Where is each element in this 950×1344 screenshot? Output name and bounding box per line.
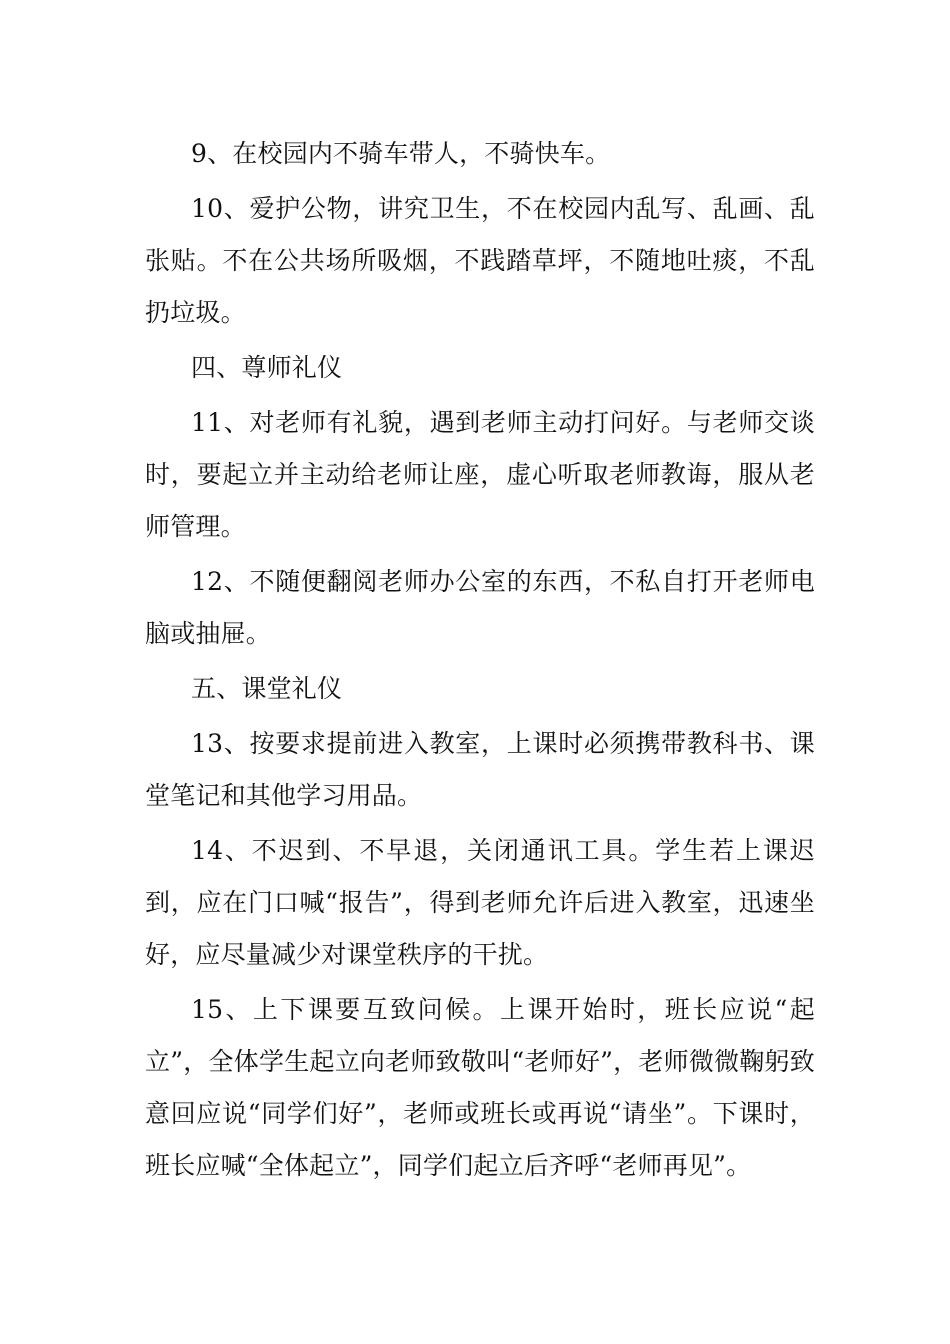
paragraph-rule-10: 10、爱护公物，讲究卫生，不在校园内乱写、乱画、乱张贴。不在公共场所吸烟，不践踏草坪，不随地吐痰，不乱扔垃圾。 xyxy=(145,194,815,327)
paragraph-rule-11: 11、对老师有礼貌，遇到老师主动打问好。与老师交谈时，要起立并主动给老师让座，虚心听取老师教诲，服从老师管理。 xyxy=(145,408,815,541)
document-body xyxy=(145,128,815,1192)
paragraph-rule-12: 12、不随便翻阅老师办公室的东西，不私自打开老师电脑或抽屉。 xyxy=(145,567,815,648)
section-heading-teacher-etiquette: 四、尊师礼仪 xyxy=(191,353,343,382)
paragraph-rule-15: 15、上下课要互致问候。上课开始时，班长应说“起立”，全体学生起立向老师致敬叫“老师好”，老师微微鞠躬致意回应说“同学们好”，老师或班长或再说“请坐”。下课时，班长应喊“全体起立”，同学们起立后齐呼“老师再见”。 xyxy=(145,995,815,1180)
paragraph-rule-14: 14、不迟到、不早退，关闭通讯工具。学生若上课迟到，应在门口喊“报告”，得到老师允许后进入教室，迅速坐好，应尽量减少对课堂秩序的干扰。 xyxy=(145,836,815,969)
paragraph-rule-9: 9、在校园内不骑车带人，不骑快车。 xyxy=(191,139,611,168)
section-heading-classroom-etiquette: 五、课堂礼仪 xyxy=(191,674,343,703)
paragraph-rule-13: 13、按要求提前进入教室，上课时必须携带教科书、课堂笔记和其他学习用品。 xyxy=(145,729,815,810)
